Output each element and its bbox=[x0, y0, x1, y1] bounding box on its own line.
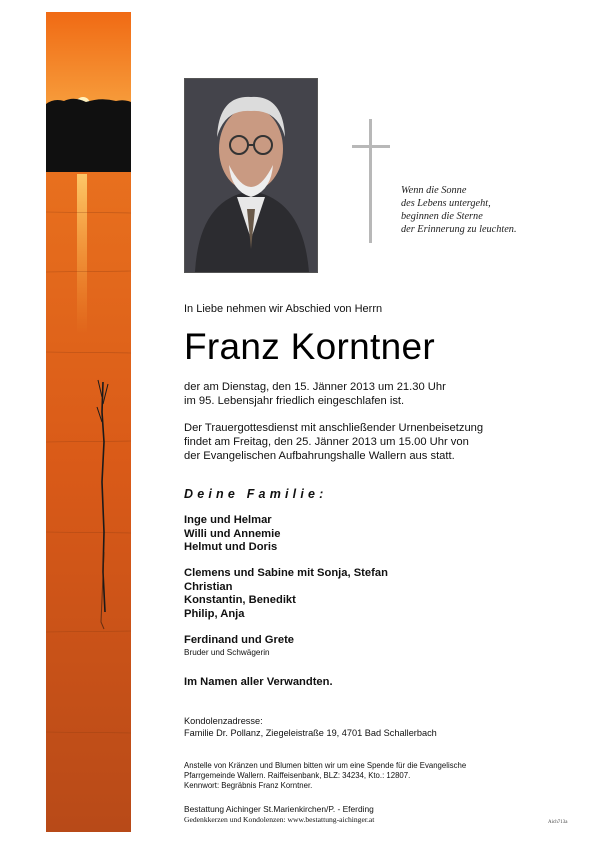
service-line: der Evangelischen Aufbahrungshalle Wallern aus statt. bbox=[184, 450, 455, 462]
sunset-lake-image bbox=[46, 12, 131, 832]
funeral-home: Bestattung Aichinger St.Marienkirchen/P. - Eferding bbox=[184, 804, 374, 814]
donation-line: Kennwort: Begräbnis Franz Korntner. bbox=[184, 781, 313, 790]
death-notice-line: der am Dienstag, den 15. Jänner 2013 um 21.30 Uhr bbox=[184, 381, 446, 393]
family-member: Konstantin, Benedikt bbox=[184, 594, 296, 606]
intro-text: In Liebe nehmen wir Abschied von Herrn bbox=[184, 303, 383, 315]
poem-line: Wenn die Sonne bbox=[401, 185, 467, 196]
cross-icon bbox=[352, 119, 390, 243]
donation-line: Anstelle von Kränzen und Blumen bitten wir um eine Spende für die Evangelische bbox=[184, 761, 467, 770]
death-notice-line: im 95. Lebensjahr friedlich eingeschlafen ist. bbox=[184, 395, 405, 407]
family-member: Willi und Annemie bbox=[184, 527, 281, 540]
family-member: Clemens und Sabine mit Sonja, Stefan bbox=[184, 567, 388, 579]
family-heading: Deine Familie: bbox=[184, 487, 328, 501]
family-member: Christian bbox=[184, 580, 233, 593]
poem-line: beginnen die Sterne bbox=[401, 211, 483, 222]
death-notice bbox=[184, 380, 446, 408]
memorial-website-line: Gedenkkerzen und Kondolenzen: www.bestattung-aichinger.at bbox=[184, 815, 375, 824]
family-member: Helmut und Doris bbox=[184, 541, 278, 553]
memorial-poem bbox=[401, 184, 517, 236]
condolence-label: Kondolenzadresse: bbox=[184, 716, 263, 726]
condolence-address bbox=[184, 716, 437, 739]
service-info bbox=[184, 421, 483, 463]
family-member-sibling: Ferdinand und Grete bbox=[184, 634, 295, 646]
document-code: Aich713a bbox=[548, 820, 568, 825]
donation-request bbox=[184, 761, 466, 791]
deceased-name: Franz Korntner bbox=[184, 326, 435, 367]
family-member: Philip, Anja bbox=[184, 607, 245, 620]
poem-line: des Lebens untergeht, bbox=[401, 198, 491, 209]
service-line: findet am Freitag, den 25. Jänner 2013 um 15.00 Uhr von bbox=[184, 436, 469, 448]
closing-line: Im Namen aller Verwandten. bbox=[184, 676, 333, 688]
portrait-photo bbox=[184, 78, 318, 273]
family-member: Inge und Helmar bbox=[184, 514, 272, 526]
family-group-children bbox=[184, 514, 280, 555]
sibling-relation: Bruder und Schwägerin bbox=[184, 648, 270, 657]
donation-line: Pfarrgemeinde Wallern. Raiffeisenbank, BLZ: 34234, Kto.: 12807. bbox=[184, 771, 411, 780]
poem-line: der Erinnerung zu leuchten. bbox=[401, 224, 517, 235]
family-group-grandchildren bbox=[184, 567, 388, 621]
condolence-address-text: Familie Dr. Pollanz, Ziegeleistraße 19, 4701 Bad Schallerbach bbox=[184, 727, 437, 738]
service-line: Der Trauergottesdienst mit anschließender Urnenbeisetzung bbox=[184, 422, 484, 434]
